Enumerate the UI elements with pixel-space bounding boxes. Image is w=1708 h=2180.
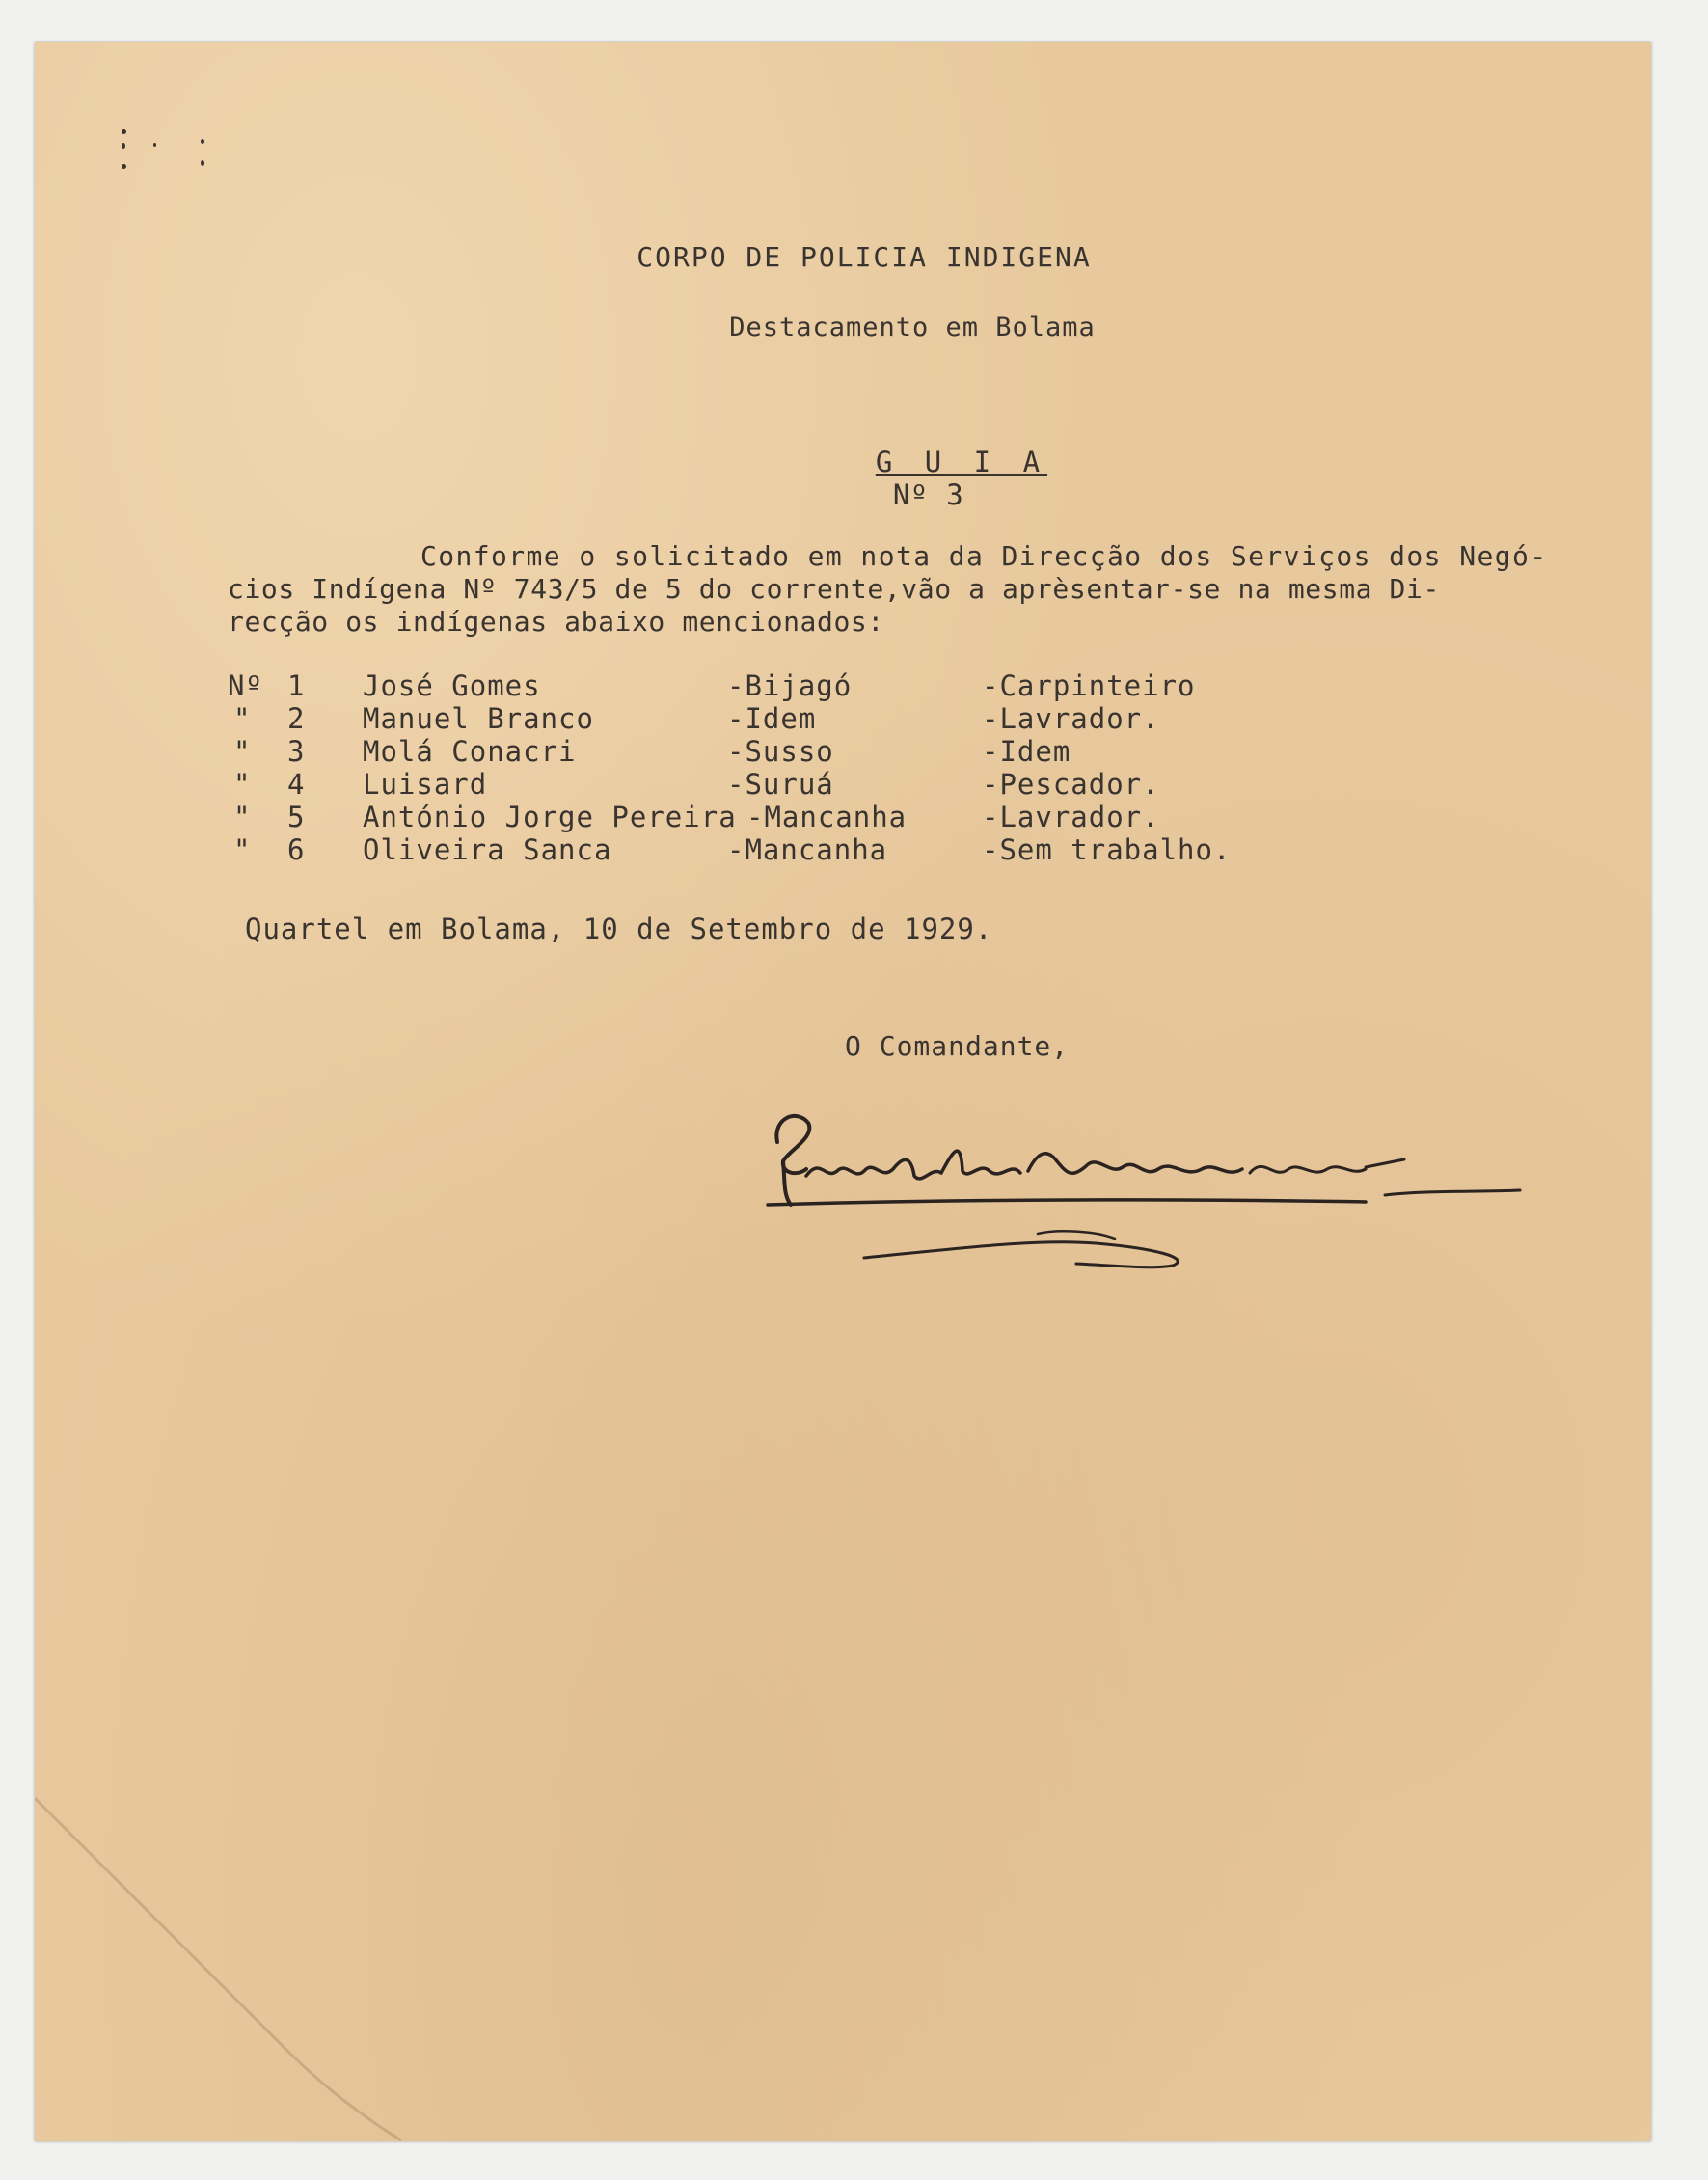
row-occupation: -Sem trabalho.: [982, 833, 1232, 866]
body-line-3: recção os indígenas abaixo mencionados:: [228, 606, 884, 638]
org-title: CORPO DE POLICIA INDIGENA: [637, 241, 1092, 273]
guia-number: Nº 3: [892, 478, 964, 511]
signature: [748, 1084, 1616, 1277]
row-ethnic: -Mancanha: [727, 833, 888, 866]
paper-mark: [153, 143, 156, 147]
row-name: Luisard: [363, 768, 488, 801]
row-ethnic: -Idem: [727, 702, 817, 735]
row-number: 1: [287, 669, 306, 702]
date-line: Quartel em Bolama, 10 de Setembro de 1929.: [245, 913, 993, 945]
paper-mark: [122, 164, 126, 169]
row-ethnic: -Suruá: [727, 768, 834, 801]
row-occupation: -Lavrador.: [982, 801, 1160, 833]
row-name: Oliveira Sanca: [363, 833, 612, 866]
row-number: 3: [287, 735, 306, 768]
row-number: 4: [287, 768, 306, 801]
guia-word: G U I A: [875, 446, 1048, 478]
row-name: José Gomes: [363, 669, 541, 702]
paper-crease: [35, 1759, 440, 2145]
row-number: 6: [287, 833, 306, 866]
guia-heading: [804, 413, 1047, 544]
paper-mark: [122, 143, 125, 149]
row-number: 5: [287, 801, 306, 833]
paper-mark: [122, 129, 126, 134]
row-name: António Jorge Pereira: [363, 801, 737, 833]
row-name: Molá Conacri: [363, 735, 577, 768]
row-occupation: -Pescador.: [982, 768, 1160, 801]
document-page: [35, 42, 1651, 2141]
row-occupation: -Lavrador.: [982, 702, 1160, 735]
row-name: Manuel Branco: [363, 702, 594, 735]
body-line-2: cios Indígena Nº 743/5 de 5 do corrente,vão a aprèsentar-se na mesma Di-: [228, 573, 1440, 605]
row-mark: ": [233, 702, 252, 735]
row-mark: ": [233, 768, 252, 801]
closing-line: O Comandante,: [845, 1030, 1070, 1062]
paper-mark: [201, 139, 204, 144]
paper-mark: [201, 160, 204, 166]
row-mark: ": [233, 801, 252, 833]
row-occupation: -Idem: [982, 735, 1071, 768]
row-mark: ": [233, 735, 252, 768]
body-line-1: Conforme o solicitado em nota da Direcção dos Serviços dos Negó-: [420, 540, 1548, 572]
row-number: 2: [287, 702, 306, 735]
unit-subtitle: Destacamento em Bolama: [729, 313, 1096, 342]
row-ethnic: -Susso: [727, 735, 834, 768]
row-ethnic: -Bijagó: [727, 669, 853, 702]
row-occupation: -Carpinteiro: [982, 669, 1196, 702]
row-ethnic: -Mancanha: [746, 801, 908, 833]
row-mark: ": [233, 833, 252, 866]
row-mark: Nº: [228, 669, 263, 702]
